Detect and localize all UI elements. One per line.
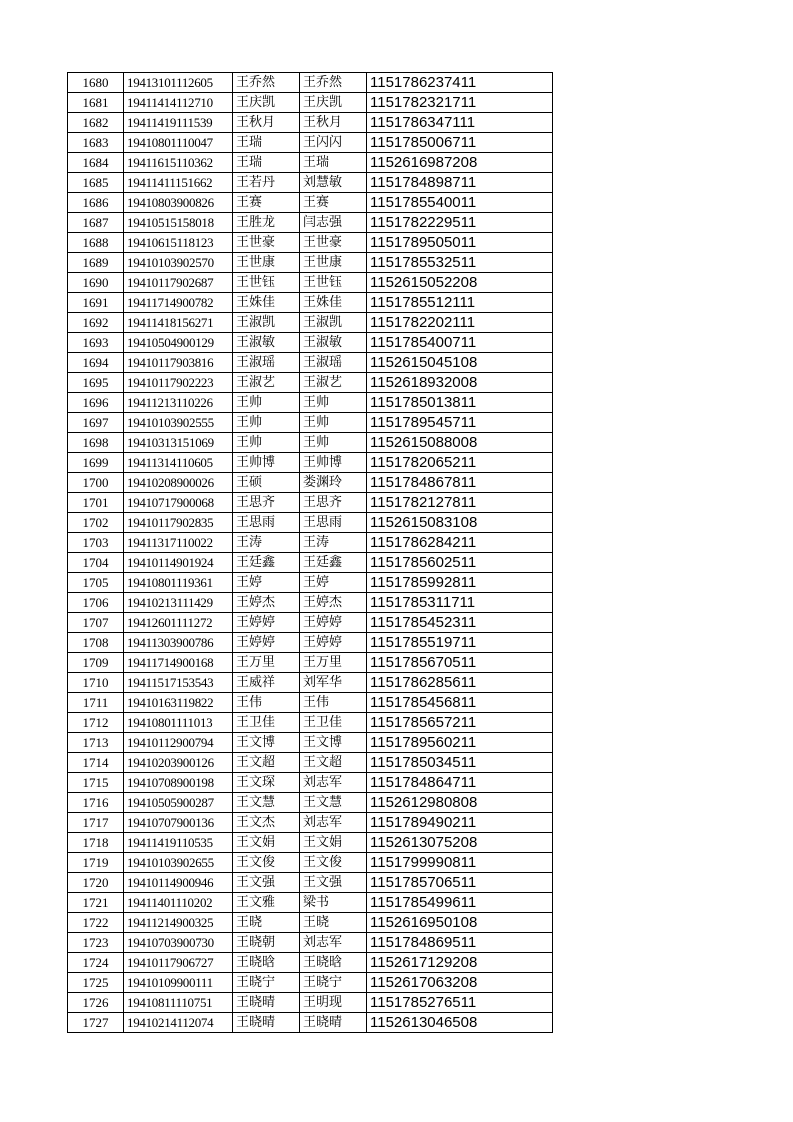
account-number-cell: 1151785276511 <box>367 993 553 1013</box>
table-row <box>68 453 553 473</box>
payee-name-cell: 王思齐 <box>300 493 367 513</box>
table-row <box>68 273 553 293</box>
payee-name-cell: 王赛 <box>300 193 367 213</box>
account-number-cell: 1151782127811 <box>367 493 553 513</box>
id-number-cell: 19410504900129 <box>124 333 233 353</box>
name-cell: 王瑞 <box>233 153 300 173</box>
name-cell: 王帅 <box>233 393 300 413</box>
account-number-cell: 1151782321711 <box>367 93 553 113</box>
table-row <box>68 553 553 573</box>
account-number-cell: 1151786285611 <box>367 673 553 693</box>
row-number-cell: 1683 <box>68 133 124 153</box>
table-row <box>68 173 553 193</box>
row-number-cell: 1700 <box>68 473 124 493</box>
row-number-cell: 1692 <box>68 313 124 333</box>
table-row <box>68 933 553 953</box>
payee-name-cell: 闫志强 <box>300 213 367 233</box>
payee-name-cell: 王世康 <box>300 253 367 273</box>
account-number-cell: 1152615088008 <box>367 433 553 453</box>
table-body <box>68 73 553 1033</box>
name-cell: 王世钰 <box>233 273 300 293</box>
row-number-cell: 1690 <box>68 273 124 293</box>
payee-name-cell: 王姝佳 <box>300 293 367 313</box>
table-row <box>68 753 553 773</box>
account-number-cell: 1152613075208 <box>367 833 553 853</box>
id-number-cell: 19411418156271 <box>124 313 233 333</box>
table-row <box>68 493 553 513</box>
id-number-cell: 19410114900946 <box>124 873 233 893</box>
name-cell: 王帅 <box>233 413 300 433</box>
payee-name-cell: 王帅 <box>300 433 367 453</box>
name-cell: 王世豪 <box>233 233 300 253</box>
id-number-cell: 19410515158018 <box>124 213 233 233</box>
payee-name-cell: 王婷婷 <box>300 613 367 633</box>
row-number-cell: 1726 <box>68 993 124 1013</box>
row-number-cell: 1702 <box>68 513 124 533</box>
row-number-cell: 1727 <box>68 1013 124 1033</box>
payee-name-cell: 王淑敏 <box>300 333 367 353</box>
account-number-cell: 1152618932008 <box>367 373 553 393</box>
table-row <box>68 813 553 833</box>
table-row <box>68 373 553 393</box>
id-number-cell: 19410615118123 <box>124 233 233 253</box>
table-row <box>68 73 553 93</box>
payee-name-cell: 王文娟 <box>300 833 367 853</box>
name-cell: 王万里 <box>233 653 300 673</box>
row-number-cell: 1714 <box>68 753 124 773</box>
account-number-cell: 1151785992811 <box>367 573 553 593</box>
id-number-cell: 19410313151069 <box>124 433 233 453</box>
account-number-cell: 1151784867811 <box>367 473 553 493</box>
payee-name-cell: 王晓晗 <box>300 953 367 973</box>
account-number-cell: 1152617129208 <box>367 953 553 973</box>
table-row <box>68 613 553 633</box>
row-number-cell: 1697 <box>68 413 124 433</box>
id-number-cell: 19411303900786 <box>124 633 233 653</box>
row-number-cell: 1718 <box>68 833 124 853</box>
account-number-cell: 1151785670511 <box>367 653 553 673</box>
id-number-cell: 19411414112710 <box>124 93 233 113</box>
table-row <box>68 633 553 653</box>
table-row <box>68 93 553 113</box>
name-cell: 王庆凯 <box>233 93 300 113</box>
table-row <box>68 213 553 233</box>
table-row <box>68 793 553 813</box>
name-cell: 王晓 <box>233 913 300 933</box>
name-cell: 王晓晴 <box>233 1013 300 1033</box>
row-number-cell: 1720 <box>68 873 124 893</box>
id-number-cell: 19410117902223 <box>124 373 233 393</box>
id-number-cell: 19410114901924 <box>124 553 233 573</box>
name-cell: 王文博 <box>233 733 300 753</box>
payee-name-cell: 王晓宁 <box>300 973 367 993</box>
row-number-cell: 1684 <box>68 153 124 173</box>
payee-name-cell: 王乔然 <box>300 73 367 93</box>
id-number-cell: 19410214112074 <box>124 1013 233 1033</box>
table-row <box>68 1013 553 1033</box>
name-cell: 王硕 <box>233 473 300 493</box>
id-number-cell: 19410103902655 <box>124 853 233 873</box>
payee-name-cell: 王涛 <box>300 533 367 553</box>
payee-name-cell: 王文超 <box>300 753 367 773</box>
table-row <box>68 573 553 593</box>
account-number-cell: 1151786237411 <box>367 73 553 93</box>
account-number-cell: 1151785034511 <box>367 753 553 773</box>
name-cell: 王伟 <box>233 693 300 713</box>
account-number-cell: 1151782065211 <box>367 453 553 473</box>
name-cell: 王淑艺 <box>233 373 300 393</box>
name-cell: 王姝佳 <box>233 293 300 313</box>
row-number-cell: 1716 <box>68 793 124 813</box>
name-cell: 王晓晗 <box>233 953 300 973</box>
id-number-cell: 19411401110202 <box>124 893 233 913</box>
account-number-cell: 1151785400711 <box>367 333 553 353</box>
account-number-cell: 1151789505011 <box>367 233 553 253</box>
name-cell: 王婷婷 <box>233 613 300 633</box>
row-number-cell: 1711 <box>68 693 124 713</box>
name-cell: 王文慧 <box>233 793 300 813</box>
payee-name-cell: 王帅 <box>300 393 367 413</box>
table-row <box>68 153 553 173</box>
account-number-cell: 1152617063208 <box>367 973 553 993</box>
account-number-cell: 1151799990811 <box>367 853 553 873</box>
name-cell: 王晓宁 <box>233 973 300 993</box>
row-number-cell: 1713 <box>68 733 124 753</box>
payee-name-cell: 王淑瑶 <box>300 353 367 373</box>
account-number-cell: 1152615083108 <box>367 513 553 533</box>
id-number-cell: 19412601111272 <box>124 613 233 633</box>
id-number-cell: 19413101112605 <box>124 73 233 93</box>
payee-name-cell: 王晓 <box>300 913 367 933</box>
id-number-cell: 19410803900826 <box>124 193 233 213</box>
row-number-cell: 1693 <box>68 333 124 353</box>
table-row <box>68 113 553 133</box>
row-number-cell: 1721 <box>68 893 124 913</box>
id-number-cell: 19410117903816 <box>124 353 233 373</box>
name-cell: 王思齐 <box>233 493 300 513</box>
table-row <box>68 293 553 313</box>
table-row <box>68 333 553 353</box>
name-cell: 王文强 <box>233 873 300 893</box>
row-number-cell: 1717 <box>68 813 124 833</box>
name-cell: 王淑凯 <box>233 313 300 333</box>
account-number-cell: 1152616950108 <box>367 913 553 933</box>
payee-name-cell: 刘志军 <box>300 933 367 953</box>
id-number-cell: 19410103902570 <box>124 253 233 273</box>
id-number-cell: 19410708900198 <box>124 773 233 793</box>
table-row <box>68 233 553 253</box>
table-row <box>68 873 553 893</box>
table-row <box>68 913 553 933</box>
account-number-cell: 1152613046508 <box>367 1013 553 1033</box>
account-number-cell: 1152612980808 <box>367 793 553 813</box>
id-number-cell: 19410208900026 <box>124 473 233 493</box>
id-number-cell: 19410112900794 <box>124 733 233 753</box>
name-cell: 王涛 <box>233 533 300 553</box>
payee-name-cell: 王帅博 <box>300 453 367 473</box>
account-number-cell: 1151785519711 <box>367 633 553 653</box>
name-cell: 王晓晴 <box>233 993 300 1013</box>
payee-name-cell: 梁书 <box>300 893 367 913</box>
payee-name-cell: 王思雨 <box>300 513 367 533</box>
table-row <box>68 833 553 853</box>
payee-name-cell: 王文博 <box>300 733 367 753</box>
table-row <box>68 773 553 793</box>
row-number-cell: 1710 <box>68 673 124 693</box>
id-number-cell: 19411517153543 <box>124 673 233 693</box>
table-row <box>68 653 553 673</box>
payee-name-cell: 王瑞 <box>300 153 367 173</box>
payee-name-cell: 王伟 <box>300 693 367 713</box>
id-number-cell: 19411314110605 <box>124 453 233 473</box>
row-number-cell: 1722 <box>68 913 124 933</box>
table-row <box>68 673 553 693</box>
name-cell: 王乔然 <box>233 73 300 93</box>
table-row <box>68 733 553 753</box>
table-row <box>68 393 553 413</box>
id-number-cell: 19410163119822 <box>124 693 233 713</box>
name-cell: 王晓朝 <box>233 933 300 953</box>
table-row <box>68 853 553 873</box>
id-number-cell: 19411419110535 <box>124 833 233 853</box>
name-cell: 王淑瑶 <box>233 353 300 373</box>
account-number-cell: 1151785657211 <box>367 713 553 733</box>
table-row <box>68 513 553 533</box>
account-number-cell: 1151782229511 <box>367 213 553 233</box>
name-cell: 王婷婷 <box>233 633 300 653</box>
name-cell: 王帅博 <box>233 453 300 473</box>
name-cell: 王若丹 <box>233 173 300 193</box>
data-table <box>67 72 553 1033</box>
row-number-cell: 1682 <box>68 113 124 133</box>
payee-name-cell: 刘志军 <box>300 773 367 793</box>
row-number-cell: 1685 <box>68 173 124 193</box>
id-number-cell: 19410717900068 <box>124 493 233 513</box>
id-number-cell: 19410707900136 <box>124 813 233 833</box>
id-number-cell: 19411714900168 <box>124 653 233 673</box>
id-number-cell: 19411615110362 <box>124 153 233 173</box>
table-row <box>68 693 553 713</box>
row-number-cell: 1699 <box>68 453 124 473</box>
row-number-cell: 1694 <box>68 353 124 373</box>
payee-name-cell: 王闪闪 <box>300 133 367 153</box>
payee-name-cell: 王万里 <box>300 653 367 673</box>
id-number-cell: 19411411151662 <box>124 173 233 193</box>
row-number-cell: 1724 <box>68 953 124 973</box>
row-number-cell: 1708 <box>68 633 124 653</box>
name-cell: 王卫佳 <box>233 713 300 733</box>
id-number-cell: 19410505900287 <box>124 793 233 813</box>
payee-name-cell: 王文俊 <box>300 853 367 873</box>
name-cell: 王帅 <box>233 433 300 453</box>
table-row <box>68 253 553 273</box>
row-number-cell: 1691 <box>68 293 124 313</box>
name-cell: 王婷杰 <box>233 593 300 613</box>
row-number-cell: 1712 <box>68 713 124 733</box>
payee-name-cell: 王淑凯 <box>300 313 367 333</box>
account-number-cell: 1151789490211 <box>367 813 553 833</box>
table-row <box>68 593 553 613</box>
account-number-cell: 1151784898711 <box>367 173 553 193</box>
table-row <box>68 433 553 453</box>
row-number-cell: 1723 <box>68 933 124 953</box>
id-number-cell: 19410117906727 <box>124 953 233 973</box>
name-cell: 王瑞 <box>233 133 300 153</box>
payee-name-cell: 娄渊玲 <box>300 473 367 493</box>
row-number-cell: 1725 <box>68 973 124 993</box>
account-number-cell: 1151782202111 <box>367 313 553 333</box>
account-number-cell: 1152615045108 <box>367 353 553 373</box>
payee-name-cell: 刘军华 <box>300 673 367 693</box>
row-number-cell: 1698 <box>68 433 124 453</box>
payee-name-cell: 王晓晴 <box>300 1013 367 1033</box>
payee-name-cell: 王婷 <box>300 573 367 593</box>
account-number-cell: 1151786347111 <box>367 113 553 133</box>
name-cell: 王淑敏 <box>233 333 300 353</box>
name-cell: 王文俊 <box>233 853 300 873</box>
row-number-cell: 1701 <box>68 493 124 513</box>
name-cell: 王文娟 <box>233 833 300 853</box>
table-row <box>68 993 553 1013</box>
name-cell: 王婷 <box>233 573 300 593</box>
id-number-cell: 19411213110226 <box>124 393 233 413</box>
row-number-cell: 1709 <box>68 653 124 673</box>
table-row <box>68 713 553 733</box>
payee-name-cell: 王卫佳 <box>300 713 367 733</box>
id-number-cell: 19410811110751 <box>124 993 233 1013</box>
row-number-cell: 1688 <box>68 233 124 253</box>
account-number-cell: 1152616987208 <box>367 153 553 173</box>
row-number-cell: 1715 <box>68 773 124 793</box>
payee-name-cell: 王婷婷 <box>300 633 367 653</box>
account-number-cell: 1151789545711 <box>367 413 553 433</box>
row-number-cell: 1686 <box>68 193 124 213</box>
account-number-cell: 1151784869511 <box>367 933 553 953</box>
account-number-cell: 1151786284211 <box>367 533 553 553</box>
row-number-cell: 1695 <box>68 373 124 393</box>
account-number-cell: 1151785311711 <box>367 593 553 613</box>
row-number-cell: 1707 <box>68 613 124 633</box>
table-row <box>68 133 553 153</box>
table-row <box>68 353 553 373</box>
row-number-cell: 1719 <box>68 853 124 873</box>
table-row <box>68 473 553 493</box>
payee-name-cell: 王文强 <box>300 873 367 893</box>
id-number-cell: 19410117902687 <box>124 273 233 293</box>
row-number-cell: 1696 <box>68 393 124 413</box>
row-number-cell: 1687 <box>68 213 124 233</box>
id-number-cell: 19411714900782 <box>124 293 233 313</box>
account-number-cell: 1151785540011 <box>367 193 553 213</box>
table-row <box>68 413 553 433</box>
id-number-cell: 19410213111429 <box>124 593 233 613</box>
id-number-cell: 19410103902555 <box>124 413 233 433</box>
row-number-cell: 1704 <box>68 553 124 573</box>
account-number-cell: 1151785706511 <box>367 873 553 893</box>
name-cell: 王胜龙 <box>233 213 300 233</box>
payee-name-cell: 王世钰 <box>300 273 367 293</box>
row-number-cell: 1680 <box>68 73 124 93</box>
account-number-cell: 1151789560211 <box>367 733 553 753</box>
account-number-cell: 1151785499611 <box>367 893 553 913</box>
account-number-cell: 1151785602511 <box>367 553 553 573</box>
account-number-cell: 1151785532511 <box>367 253 553 273</box>
account-number-cell: 1151785006711 <box>367 133 553 153</box>
table-row <box>68 893 553 913</box>
id-number-cell: 19410117902835 <box>124 513 233 533</box>
table-row <box>68 953 553 973</box>
name-cell: 王文超 <box>233 753 300 773</box>
id-number-cell: 19410109900111 <box>124 973 233 993</box>
payee-name-cell: 王婷杰 <box>300 593 367 613</box>
payee-name-cell: 王秋月 <box>300 113 367 133</box>
name-cell: 王秋月 <box>233 113 300 133</box>
id-number-cell: 19411419111539 <box>124 113 233 133</box>
account-number-cell: 1152615052208 <box>367 273 553 293</box>
name-cell: 王廷鑫 <box>233 553 300 573</box>
table-row <box>68 973 553 993</box>
row-number-cell: 1689 <box>68 253 124 273</box>
account-number-cell: 1151784864711 <box>367 773 553 793</box>
payee-name-cell: 王文慧 <box>300 793 367 813</box>
account-number-cell: 1151785013811 <box>367 393 553 413</box>
name-cell: 王赛 <box>233 193 300 213</box>
id-number-cell: 19410801110047 <box>124 133 233 153</box>
payee-name-cell: 刘慧敏 <box>300 173 367 193</box>
row-number-cell: 1703 <box>68 533 124 553</box>
payee-name-cell: 王庆凯 <box>300 93 367 113</box>
account-number-cell: 1151785456811 <box>367 693 553 713</box>
account-number-cell: 1151785512111 <box>367 293 553 313</box>
payee-name-cell: 王明现 <box>300 993 367 1013</box>
name-cell: 王文雅 <box>233 893 300 913</box>
table-row <box>68 533 553 553</box>
name-cell: 王文杰 <box>233 813 300 833</box>
payee-name-cell: 王淑艺 <box>300 373 367 393</box>
table-row <box>68 193 553 213</box>
id-number-cell: 19410801111013 <box>124 713 233 733</box>
name-cell: 王思雨 <box>233 513 300 533</box>
name-cell: 王文琛 <box>233 773 300 793</box>
row-number-cell: 1705 <box>68 573 124 593</box>
payee-name-cell: 王帅 <box>300 413 367 433</box>
payee-name-cell: 刘志军 <box>300 813 367 833</box>
row-number-cell: 1706 <box>68 593 124 613</box>
name-cell: 王威祥 <box>233 673 300 693</box>
id-number-cell: 19411214900325 <box>124 913 233 933</box>
row-number-cell: 1681 <box>68 93 124 113</box>
id-number-cell: 19410801119361 <box>124 573 233 593</box>
name-cell: 王世康 <box>233 253 300 273</box>
id-number-cell: 19411317110022 <box>124 533 233 553</box>
id-number-cell: 19410703900730 <box>124 933 233 953</box>
id-number-cell: 19410203900126 <box>124 753 233 773</box>
account-number-cell: 1151785452311 <box>367 613 553 633</box>
payee-name-cell: 王廷鑫 <box>300 553 367 573</box>
payee-name-cell: 王世豪 <box>300 233 367 253</box>
table-row <box>68 313 553 333</box>
